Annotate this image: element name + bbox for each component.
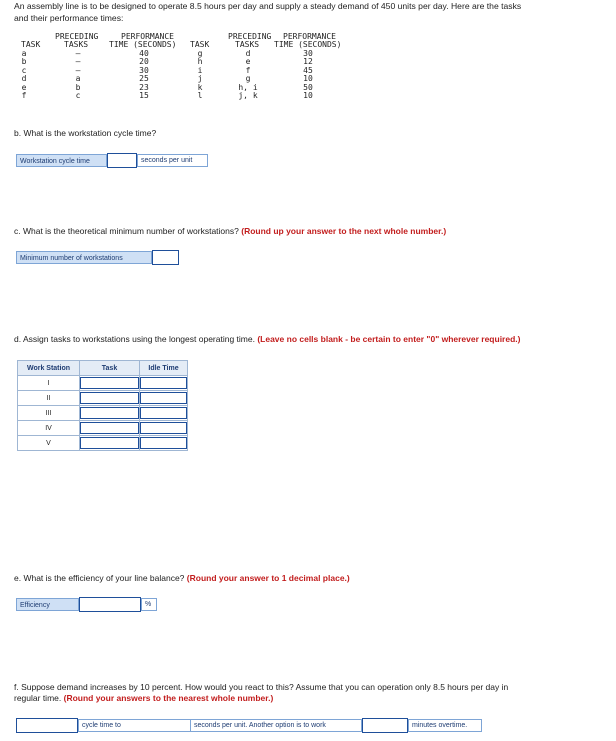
task-table-right-preceding: g [245, 74, 251, 84]
f-label-2: seconds per unit. Another option is to work [190, 719, 362, 732]
task-table-left-preceding: — [75, 65, 81, 75]
task-table-right-preceding: j, k [238, 91, 258, 100]
task-table-left-preceding: c [75, 91, 81, 100]
e-label: Efficiency [16, 598, 79, 611]
header-preceding-left: PRECEDING [55, 32, 99, 41]
col-work-station: Work Station [18, 361, 80, 376]
question-f-note: (Round your answers to the nearest whole number.) [63, 693, 274, 703]
task-table-left-time: 23 [139, 82, 149, 92]
task-table-left-time: 20 [139, 57, 149, 67]
question-b: b. What is the workstation cycle time? [14, 128, 157, 138]
task-table-left-time: 30 [139, 65, 149, 75]
question-c-note: (Round up your answer to the next whole number.) [241, 226, 447, 236]
min-workstations-input[interactable] [152, 250, 179, 265]
station-number: IV [18, 421, 80, 436]
task-table-left-task: a [21, 49, 27, 58]
task-table-left-preceding: a [75, 74, 81, 84]
c-label: Minimum number of workstations [16, 251, 152, 264]
task-select-input[interactable] [80, 437, 139, 449]
assignment-table [17, 360, 188, 451]
station-row [18, 421, 188, 436]
question-f-line-1: f. Suppose demand increases by 10 percent. How would you react to this? Assume that you can operation only 8.5 hours per day in [14, 682, 509, 692]
question-c [14, 226, 446, 236]
question-d-note: (Leave no cells blank - be certain to enter "0" wherever required.) [257, 334, 521, 344]
idle-time-cell [140, 376, 188, 391]
station-number: V [18, 436, 80, 451]
station-row [18, 376, 188, 391]
idle-time-input[interactable] [140, 437, 187, 449]
task-table-right-task: g [197, 49, 203, 58]
task-table-right-task: k [197, 82, 203, 92]
task-cell [80, 376, 140, 391]
question-f-line-2: regular time. [14, 693, 64, 703]
task-cell [80, 406, 140, 421]
task-table-right-task: i [197, 65, 203, 75]
efficiency-input[interactable] [79, 597, 141, 612]
task-table-right-time: 30 [303, 49, 313, 58]
task-table-right-time: 12 [303, 57, 313, 67]
header-performance-left: PERFORMANCE [121, 32, 174, 41]
task-table-left-task: f [21, 91, 27, 100]
task-select-input[interactable] [80, 377, 139, 389]
task-table-left-task: b [21, 57, 27, 67]
idle-time-cell [140, 436, 188, 451]
f-label-1: cycle time to [78, 719, 191, 732]
idle-time-cell [140, 421, 188, 436]
station-number: I [18, 376, 80, 391]
header-task-right: TASK [190, 40, 210, 49]
task-table-right-task: h [197, 57, 203, 67]
cycle-time-input[interactable] [107, 153, 137, 168]
task-table [16, 33, 356, 108]
f-option-input[interactable] [16, 718, 78, 733]
header-tasks-left: TASKS [64, 40, 89, 49]
task-table-right-preceding: d [245, 49, 251, 58]
question-e [14, 573, 350, 583]
idle-time-input[interactable] [140, 377, 187, 389]
station-row [18, 391, 188, 406]
task-table-left-task: c [21, 65, 27, 75]
header-time-right: TIME (SECONDS) [274, 40, 342, 49]
task-select-input[interactable] [80, 407, 139, 419]
task-cell [80, 421, 140, 436]
question-c-text: c. What is the theoretical minimum number of workstations? [14, 226, 242, 236]
task-table-left-preceding: b [75, 82, 81, 92]
idle-time-input[interactable] [140, 422, 187, 434]
f-label-3: minutes overtime. [408, 719, 482, 732]
task-table-right-task: l [197, 91, 203, 100]
task-cell [80, 391, 140, 406]
station-number: II [18, 391, 80, 406]
task-select-input[interactable] [80, 392, 139, 404]
question-d [14, 334, 520, 344]
task-table-right-task: j [197, 74, 203, 84]
f-cycle-time-input[interactable] [362, 718, 408, 733]
task-cell [80, 436, 140, 451]
header-time-left: TIME (SECONDS) [109, 40, 177, 49]
task-table-right-time: 50 [303, 82, 313, 92]
task-table-left-task: e [21, 82, 27, 92]
col-idle-time: Idle Time [140, 361, 188, 376]
col-task: Task [80, 361, 140, 376]
task-table-left-time: 25 [139, 74, 149, 84]
question-d-text: d. Assign tasks to workstations using the longest operating time. [14, 334, 258, 344]
problem-statement [14, 0, 609, 24]
task-table-left-time: 40 [139, 49, 149, 58]
task-table-right-preceding: e [245, 57, 251, 67]
e-unit: % [141, 598, 157, 611]
header-tasks-right: TASKS [235, 40, 260, 49]
header-preceding-right: PRECEDING [228, 32, 272, 41]
idle-time-cell [140, 391, 188, 406]
task-table-right-preceding: f [245, 65, 251, 75]
header-performance-right: PERFORMANCE [283, 32, 336, 41]
idle-time-cell [140, 406, 188, 421]
task-table-left-preceding: — [75, 57, 81, 67]
task-table-right-time: 10 [303, 91, 313, 100]
b-label: Workstation cycle time [16, 154, 107, 167]
intro-line-1: An assembly line is to be designed to operate 8.5 hours per day and supply a steady demand of 450 units per day. Here are the tasks [14, 1, 522, 11]
task-table-right-time: 45 [303, 65, 313, 75]
task-table-left-time: 15 [139, 91, 149, 100]
task-table-right-preceding: h, i [238, 82, 258, 92]
b-unit: seconds per unit [137, 154, 208, 167]
station-number: III [18, 406, 80, 421]
station-row [18, 406, 188, 421]
task-table-right-time: 10 [303, 74, 313, 84]
question-e-text: e. What is the efficiency of your line balance? [14, 573, 187, 583]
task-table-left-task: d [21, 74, 27, 84]
task-select-input[interactable] [80, 422, 139, 434]
station-row [18, 436, 188, 451]
intro-line-2: and their performance times: [14, 13, 124, 23]
question-f [14, 682, 604, 704]
question-e-note: (Round your answer to 1 decimal place.) [186, 573, 350, 583]
task-table-left-preceding: — [75, 49, 81, 58]
idle-time-input[interactable] [140, 407, 187, 419]
header-task-left: TASK [21, 40, 41, 49]
idle-time-input[interactable] [140, 392, 187, 404]
